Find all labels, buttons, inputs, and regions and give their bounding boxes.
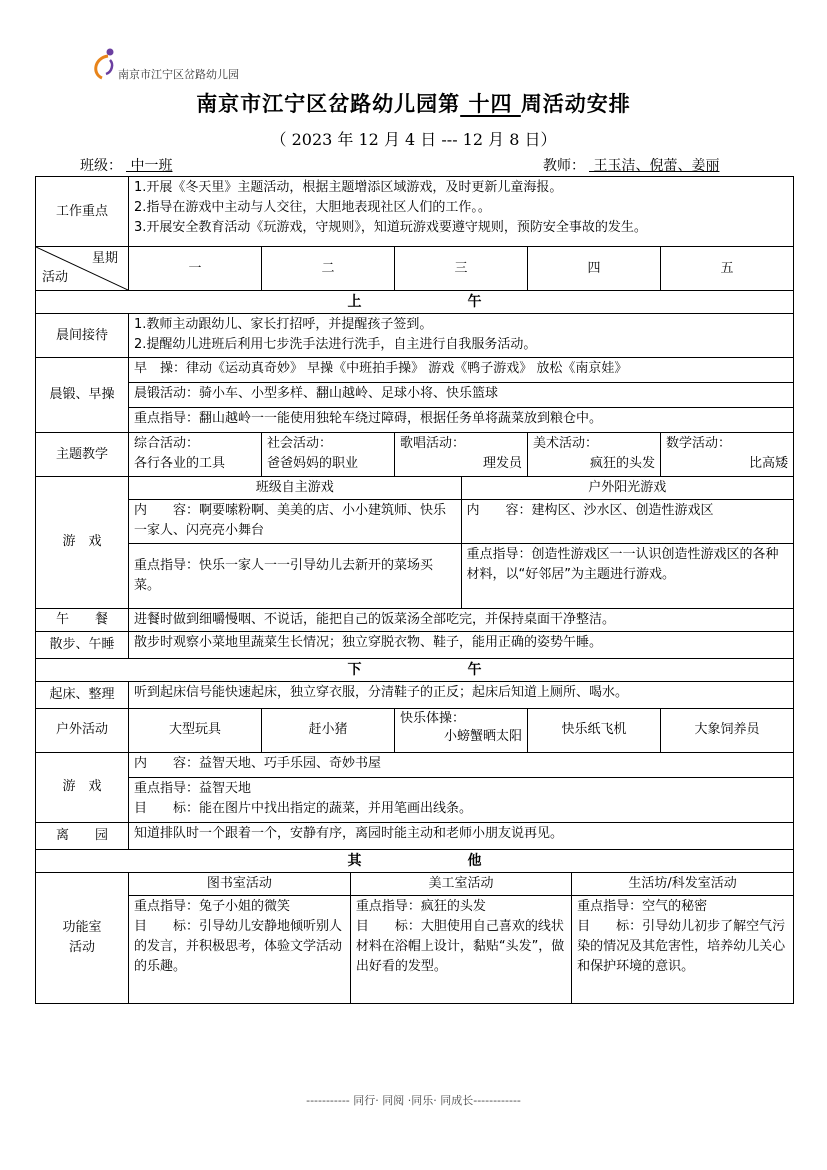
footer-slogan: ----------- 同行· 同阅 ·同乐· 同成长------------ [306,1094,521,1107]
day-mon: 一 [129,247,262,291]
theme-item: 综合活动： 各行各业的工具 [129,433,262,477]
class-info: 班级： 中一班 [80,158,173,174]
weekday-row [36,247,794,291]
theme-label: 主题教学 [36,433,129,477]
pm-games-content: 内 容：益智天地、巧手乐园、奇妙书屋 重点指导：益智天地 目 标：能在图片中找出指定的蔬菜，并用笔画出线条。 [129,752,794,822]
rooms-label: 功能室 活动 [36,872,129,1004]
leave-label: 离 园 [36,822,129,849]
outdoor-item: 快乐体操： 小螃蟹晒太阳 [395,708,528,752]
teacher-info: 教师： 王玉洁、倪蕾、姜丽 [543,158,720,174]
theme-item: 数学活动： 比高矮 [661,433,794,477]
section-other: 其 他 [36,849,794,872]
reception-content: 1.教师主动跟幼儿、家长打招呼，并提醒孩子签到。 2.提醒幼儿进班后利用七步洗手法进行洗手，自主进行自我服务活动。 [129,314,794,358]
room-title: 图书室活动 [129,873,350,896]
day-fri: 五 [661,247,794,291]
wake-content: 听到起床信号能快速起床，独立穿衣服，分清鞋子的正反；起床后知道上厕所、喝水。 [129,681,794,708]
games-content [129,477,794,609]
schedule-table [35,176,794,1004]
outdoor-item: 大型玩具 [129,708,262,752]
focus-row [36,177,794,247]
exercise-label: 晨锻、早操 [36,358,129,433]
outdoor-item: 快乐纸飞机 [528,708,661,752]
reception-label: 晨间接待 [36,314,129,358]
logo-text: 南京市江宁区岔路幼儿园 [118,68,239,81]
lunch-label: 午 餐 [36,608,129,631]
focus-content: 1.开展《冬天里》主题活动，根据主题增添区域游戏，及时更新儿童海报。 2.指导在游戏中主动与人交往，大胆地表现社区人们的工作。。 3.开展安全教育活动《玩游戏，守规则》，知道玩游戏要遵守规则，预防安全事故的发生。 [129,177,794,247]
outdoor-game-content: 内 容：建构区、沙水区、创造性游戏区 [461,500,793,544]
outdoor-game-title: 户外阳光游戏 [461,477,793,500]
room-detail: 重点指导：兔子小姐的微笑 目 标：引导幼儿安静地倾听别人的发言，并积极思考，体验文学活动的乐趣。 [129,895,350,1003]
room-title: 美工室活动 [350,873,571,896]
outdoor-item: 大象饲养员 [661,708,794,752]
room-detail: 重点指导：疯狂的头发 目 标：大胆使用自己喜欢的线状材料在浴帽上设计，黏贴“头发”，做出好看的发型。 [350,895,571,1003]
page-title: 南京市江宁区岔路幼儿园第 十四 周活动安排 [196,91,631,116]
rooms-content [129,872,794,1004]
wake-label: 起床、整理 [36,681,129,708]
section-morning: 上 午 [36,291,794,314]
theme-item: 美术活动： 疯狂的头发 [528,433,661,477]
class-game-title: 班级自主游戏 [129,477,461,500]
nap-content: 散步时观察小菜地里蔬菜生长情况；独立穿脱衣物、鞋子，能用正确的姿势午睡。 [129,631,794,658]
outdoor-label: 户外活动 [36,708,129,752]
lunch-content: 进餐时做到细嚼慢咽、不说话，能把自己的饭菜汤全部吃完，并保持桌面干净整洁。 [129,608,794,631]
outdoor-item: 赶小猪 [262,708,395,752]
outdoor-game-guide: 重点指导：创造性游戏区一一认识创造性游戏区的各种材料，以“好邻居”为主题进行游戏。 [461,544,793,608]
theme-item: 社会活动： 爸爸妈妈的职业 [262,433,395,477]
exercise-content: 早 操：律动《运动真奇妙》 早操《中班拍手操》 游戏《鸭子游戏》 放松《南京娃》 晨锻活动：骑小车、小型多样、翻山越岭、足球小将、快乐篮球 重点指导：翻山越岭一一能使用独轮车绕过障碍，根据任务单将蔬菜放到粮仓中。 [129,358,794,433]
room-title: 生活坊/科发室活动 [572,873,793,896]
day-thu: 四 [528,247,661,291]
class-game-content: 内 容：啊要嗦粉啊、美美的店、小小建筑师、快乐一家人、闪亮亮小舞台 [129,500,461,544]
nap-label: 散步、午睡 [36,631,129,658]
date-range: （ 2023 年 12 月 4 日 --- 12 月 8 日） [270,130,557,149]
room-detail: 重点指导：空气的秘密 目 标：引导幼儿初步了解空气污染的情况及其危害性，培养幼儿关心和保护环境的意识。 [572,895,793,1003]
day-wed: 三 [395,247,528,291]
theme-item: 歌唱活动： 理发员 [395,433,528,477]
pm-games-label: 游 戏 [36,752,129,822]
weekday-corner: 星期 活动 [36,247,129,291]
leave-content: 知道排队时一个跟着一个，安静有序，离园时能主动和老师小朋友说再见。 [129,822,794,849]
week-number: 十四 [460,91,521,116]
day-tue: 二 [262,247,395,291]
focus-label: 工作重点 [36,177,129,247]
section-afternoon: 下 午 [36,658,794,681]
class-game-guide: 重点指导：快乐一家人一一引导幼儿去新开的菜场买菜。 [129,544,461,608]
games-label: 游 戏 [36,477,129,609]
